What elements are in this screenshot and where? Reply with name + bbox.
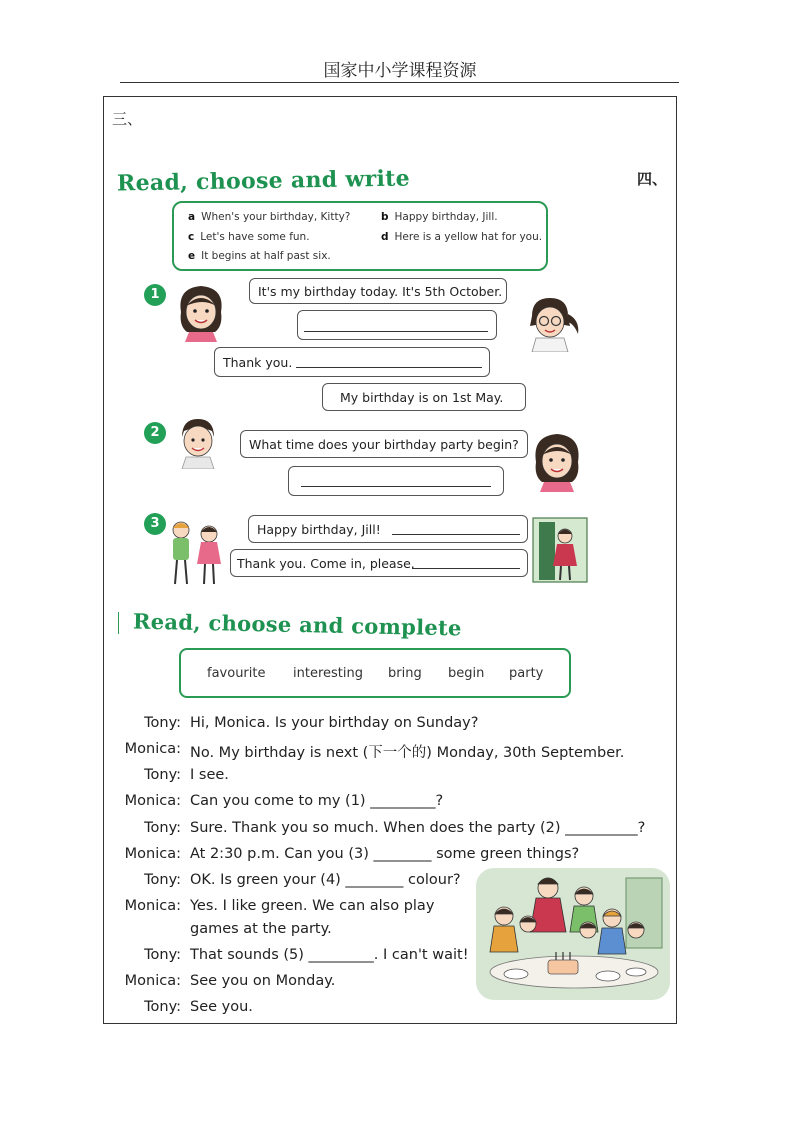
word-bank <box>179 648 571 698</box>
heading-marker <box>118 612 122 634</box>
item3-answer-blank-2[interactable] <box>412 568 520 569</box>
dialogue-line: games at the party. <box>190 921 332 937</box>
heading-read-choose-complete: Read, choose and complete <box>132 608 462 641</box>
word-bring: bring <box>388 666 422 681</box>
dialogue-line: Tony: Hi, Monica. Is your birthday on Sunday? <box>144 715 479 731</box>
dialogue-line: Monica: Yes. I like green. We can also play <box>124 898 435 914</box>
girl-with-glasses-illustration <box>520 294 584 352</box>
word-interesting: interesting <box>293 666 363 681</box>
item1-bubble-4: My birthday is on 1st May. <box>322 383 526 411</box>
dialogue-line: Tony: See you. <box>144 999 253 1015</box>
item1-bubble-1: It's my birthday today. It's 5th October. <box>249 278 507 304</box>
section-number-3: 三、 <box>112 110 143 128</box>
dialogue-line: Tony: I see. <box>144 767 229 783</box>
choice-b: b Happy birthday, Jill. <box>381 211 498 223</box>
word-favourite: favourite <box>207 666 266 681</box>
item-number-3: 3 <box>144 513 166 535</box>
birthday-party-illustration <box>476 868 670 1000</box>
item3-answer-blank-1[interactable] <box>392 534 520 535</box>
item2-bubble-1: What time does your birthday party begin? <box>240 430 528 458</box>
jill-at-door-illustration <box>531 516 589 584</box>
item1-bubble-3: Thank you. <box>214 347 490 377</box>
item1-answer-blank-1[interactable] <box>304 331 488 332</box>
item3-bubble-1: Happy birthday, Jill! <box>248 515 528 543</box>
section-number-4: 四、 <box>637 170 668 188</box>
choice-e: e It begins at half past six. <box>188 250 331 262</box>
item1-answer-blank-2[interactable] <box>296 367 482 368</box>
choice-a: a When's your birthday, Kitty? <box>188 211 351 223</box>
dialogue-line: Monica: No. My birthday is next (下一个的) Monday, 30th September. <box>124 741 625 761</box>
girl-kitty-illustration <box>173 282 229 342</box>
dialogue-line: Tony: That sounds (5) _________. I can't wait! <box>144 947 469 963</box>
heading-read-choose-write: Read, choose and write <box>116 165 411 197</box>
choices-box <box>172 201 548 271</box>
header-divider <box>120 82 679 83</box>
item-number-2: 2 <box>144 422 166 444</box>
item2-answer-blank[interactable] <box>301 486 491 487</box>
item3-bubble-2: Thank you. Come in, please. <box>230 549 528 577</box>
two-children-illustration <box>165 518 229 588</box>
dialogue-line: Monica: At 2:30 p.m. Can you (3) ________ some green things? <box>124 846 580 862</box>
dialogue-line: Tony: Sure. Thank you so much. When does the party (2) __________? <box>144 820 646 836</box>
dialogue-line: Monica: See you on Monday. <box>124 973 336 989</box>
dialogue-line: Tony: OK. Is green your (4) ________ colour? <box>144 872 461 888</box>
word-begin: begin <box>448 666 485 681</box>
item1-bubble-2 <box>297 310 497 340</box>
page-title: 国家中小学课程资源 <box>323 61 477 81</box>
choice-d: d Here is a yellow hat for you. <box>381 231 543 243</box>
word-party: party <box>509 666 544 681</box>
boy-illustration <box>176 417 220 469</box>
dialogue-line: Monica: Can you come to my (1) _________? <box>124 793 444 809</box>
choice-c: c Let's have some fun. <box>188 231 310 243</box>
item2-bubble-2 <box>288 466 504 496</box>
item-number-1: 1 <box>144 284 166 306</box>
girl-kitty-illustration-2 <box>528 430 586 492</box>
